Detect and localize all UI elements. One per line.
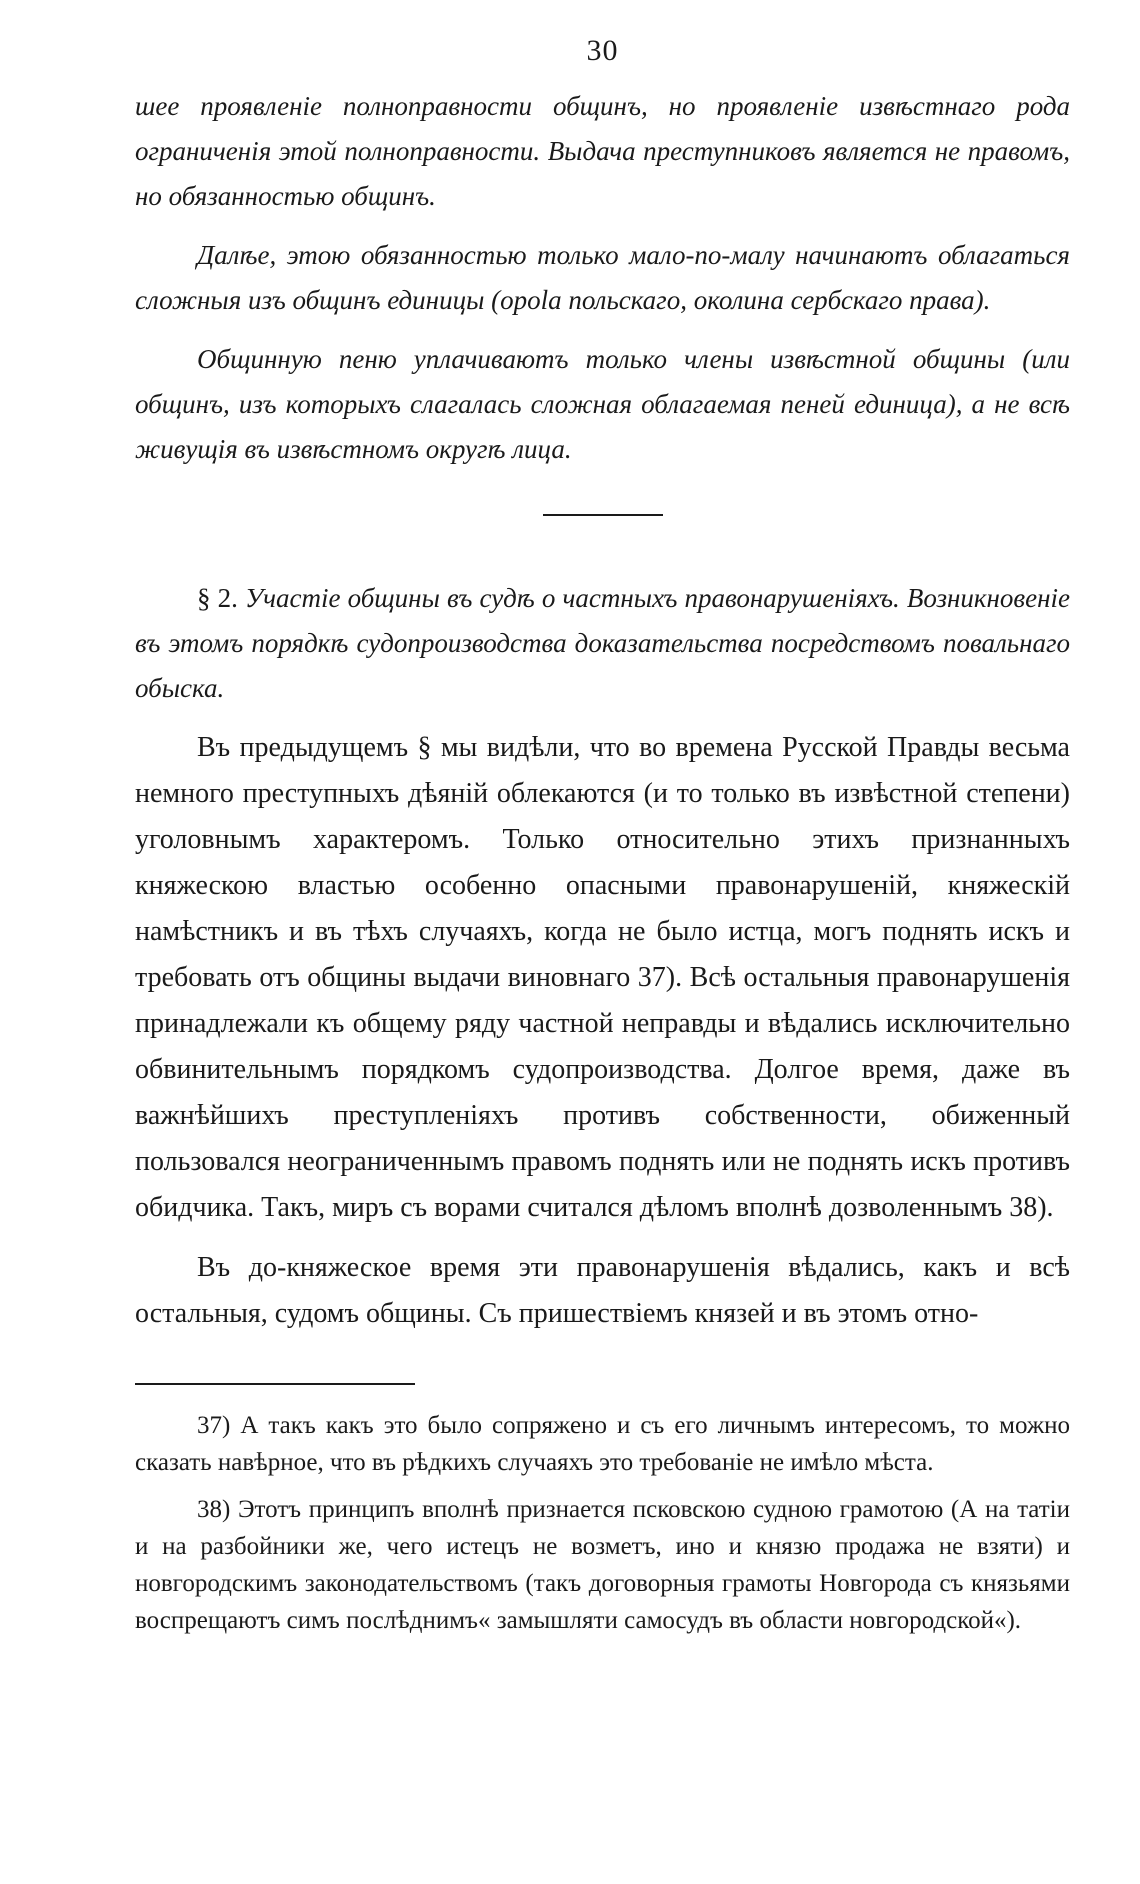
section-number: § 2. xyxy=(197,583,238,613)
paragraph-pre-princely: Въ до-княжеское время эти правонарушенія вѣдались, какъ и всѣ остальныя, судомъ общины. Съ пришествіемъ князей и въ этомъ отно- xyxy=(135,1252,1070,1329)
paragraph-continuation: шее проявленіе полноправности общинъ, но проявленіе извѣстнаго рода ограниченія этой полноправности. Выдача преступниковъ является не правомъ, но обязанностью общинъ. xyxy=(135,91,1070,211)
paragraph-penalty: Общинную пеню уплачиваютъ только члены извѣстной общины (или общинъ, изъ которыхъ слагалась сложная облагаемая пеней единица), а не всѣ живущія въ извѣстномъ округѣ лица. xyxy=(135,344,1070,464)
page-number: 30 xyxy=(586,34,619,67)
paragraph-russkaya-pravda: Въ предыдущемъ § мы видѣли, что во времена Русской Правды весьма немного преступныхъ дѣяній облекаются (и то только въ извѣстной степени) уголовнымъ характеромъ. Только относительно этихъ признанныхъ княжескою властью особенно опасными правонарушеній, княжескій намѣстникъ и въ тѣхъ случаяхъ, когда не было истца, могъ поднять искъ и требовать отъ общины выдачи виновнаго 37). Всѣ остальныя правонарушенія принадлежали къ общему ряду частной неправды и вѣдались исключительно обвинительнымъ порядкомъ судопроизводства. Долгое время, даже въ важнѣйшихъ преступленіяхъ противъ собственности, обиженный пользовался неограниченнымъ правомъ поднять или не поднять искъ противъ обидчика. Такъ, миръ съ ворами считался дѣломъ вполнѣ дозволеннымъ 38). xyxy=(135,732,1070,1223)
section-separator xyxy=(543,514,663,516)
footnote-38: 38) Этотъ принципъ вполнѣ признается псковскою судною грамотою (А на татіи и на разбойники же, чего истецъ не возметъ, ино и князю продажа не взяти) и новгородскимъ законодательствомъ (такъ договорныя грамоты Новгорода съ князьями воспрещаютъ симъ послѣднимъ« замышляти самосудъ въ области новгородской«). xyxy=(135,1496,1070,1634)
section-title: Участіе общины въ судѣ о частныхъ правонарушеніяхъ. Возникновеніе въ этомъ порядкѣ судопроизводства доказательства посредствомъ повальнаго обыска. xyxy=(135,583,1071,703)
paragraph-obligation: Далѣе, этою обязанностью только мало-по-малу начинаютъ облагаться сложныя изъ общинъ единицы (opola польскаго, околина сербскаго права). xyxy=(135,240,1070,315)
document-page xyxy=(135,34,1070,1639)
section-heading xyxy=(135,576,1070,711)
footnote-37: 37) А такъ какъ это было сопряжено и съ его личнымъ интересомъ, то можно сказать навѣрное, что въ рѣдкихъ случаяхъ это требованіе не имѣло мѣста. xyxy=(135,1412,1070,1476)
footnote-rule xyxy=(135,1383,415,1385)
